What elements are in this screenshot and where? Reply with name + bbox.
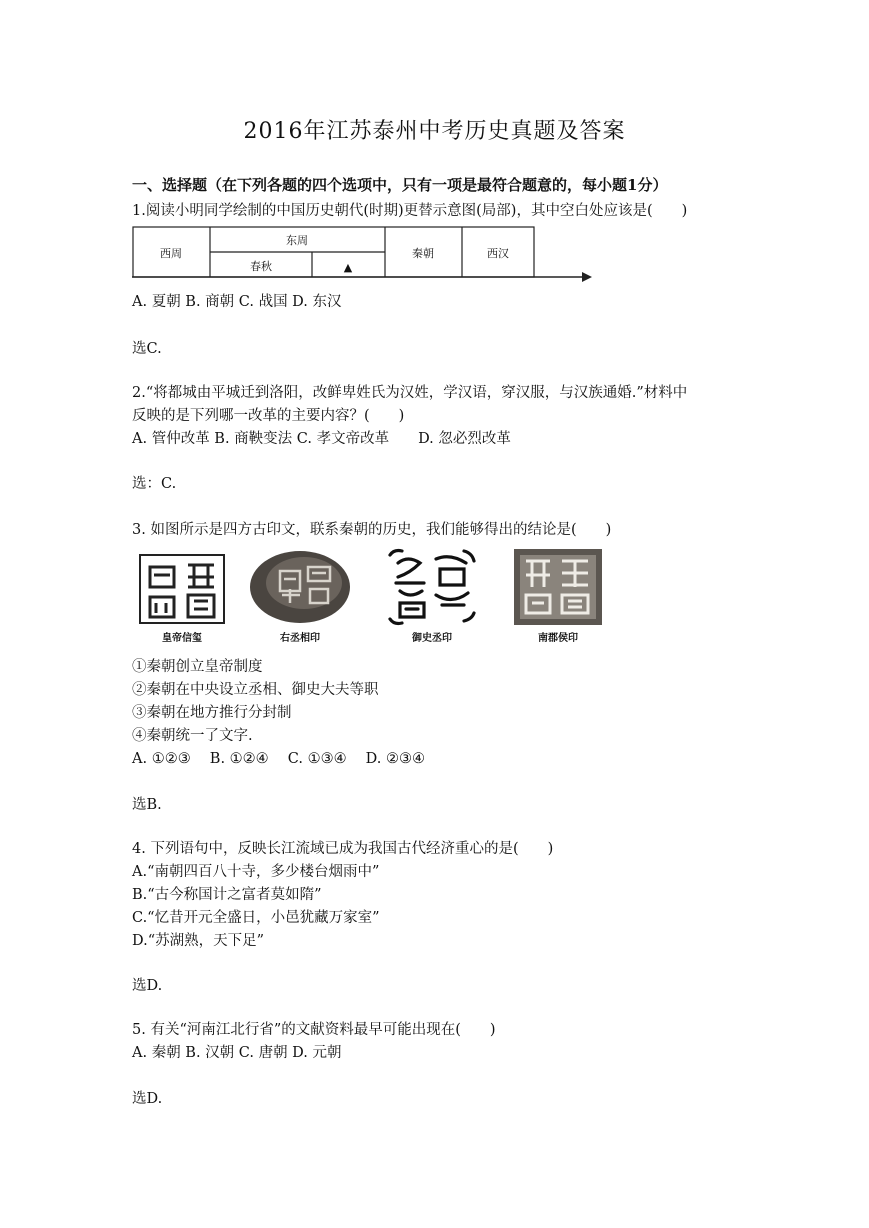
q4-option-c: C.“忆昔开元全盛日，小邑犹藏万家室” [132, 910, 380, 926]
q3-answer: 选B. [132, 797, 162, 813]
q4-option-d: D.“苏湖熟，天下足” [132, 933, 265, 949]
timeline-chunqiu: 春秋 [250, 260, 272, 273]
q4-stem: 4. 下列语句中，反映长江流域已成为我国古代经济重心的是( ) [132, 841, 554, 857]
q1-answer: 选C. [132, 341, 162, 357]
page-title: 2016年江苏泰州中考历史真题及答案 [243, 119, 626, 144]
q2-options: A. 管仲改革 B. 商鞅变法 C. 孝文帝改革 D. 忽必烈改革 [132, 431, 511, 447]
section-heading: 一、选择题（在下列各题的四个选项中，只有一项是最符合题意的，每小题1分） [132, 176, 668, 194]
q3-options: A. ①②③ B. ①②④ C. ①③④ D. ②③④ [132, 751, 426, 767]
q1-options: A. 夏朝 B. 商朝 C. 战国 D. 东汉 [132, 294, 342, 310]
q2-stem-line1: 2.“将都城由平城迁到洛阳，改鲜卑姓氏为汉姓，学汉语，穿汉服，与汉族通婚.”材料中 [132, 385, 688, 401]
seal-caption-1: 皇帝信玺 [162, 633, 202, 644]
seal-caption-2: 右丞相印 [280, 633, 320, 644]
q3-statement-2: ②秦朝在中央设立丞相、御史大夫等职 [132, 682, 379, 698]
seal-caption-4: 南郡侯印 [538, 633, 578, 644]
q3-statement-3: ③秦朝在地方推行分封制 [132, 705, 292, 721]
timeline-qin: 秦朝 [412, 247, 434, 260]
ancient-seals-figure [128, 545, 628, 653]
q2-answer: 选：C. [132, 476, 177, 492]
seal-image-2 [244, 545, 354, 631]
q4-option-b: B.“古今称国计之富者莫如隋” [132, 887, 322, 903]
q2-stem-line2: 反映的是下列哪一改革的主要内容？( ) [132, 408, 405, 424]
q3-statement-1: ①秦朝创立皇帝制度 [132, 659, 263, 675]
timeline-blank-marker: ▲ [343, 261, 353, 274]
q4-option-a: A.“南朝四百八十寺，多少楼台烟雨中” [132, 864, 380, 880]
q4-answer: 选D. [132, 978, 163, 994]
q1-stem: 1.阅读小明同学绘制的中国历史朝代(时期)更替示意图(局部)，其中空白处应该是( ) [132, 203, 688, 219]
q5-stem: 5. 有关“河南江北行省”的文献资料最早可能出现在( ) [132, 1022, 496, 1038]
timeline-xizhou: 西周 [160, 247, 182, 260]
dynasty-timeline-diagram [132, 224, 594, 286]
q5-answer: 选D. [132, 1091, 163, 1107]
timeline-xihan: 西汉 [487, 247, 509, 260]
q5-options: A. 秦朝 B. 汉朝 C. 唐朝 D. 元朝 [132, 1045, 342, 1061]
seal-image-3 [386, 545, 478, 631]
seal-image-1 [136, 545, 228, 631]
q3-stem: 3. 如图所示是四方古印文，联系秦朝的历史，我们能够得出的结论是( ) [132, 522, 612, 538]
q3-statement-4: ④秦朝统一了文字. [132, 728, 253, 744]
seal-image-4 [510, 545, 606, 631]
seal-caption-3: 御史丞印 [412, 633, 452, 644]
timeline-dongzhou: 东周 [286, 234, 308, 247]
